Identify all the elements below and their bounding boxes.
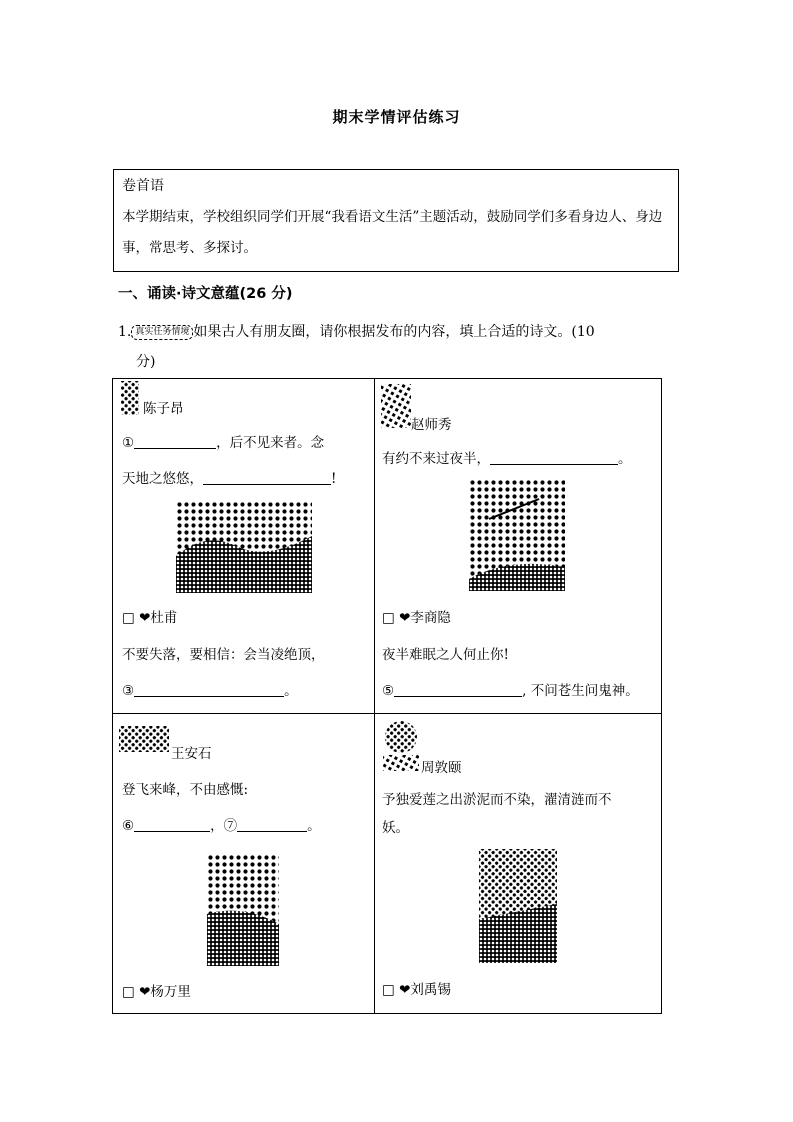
post-author: 周敦颐	[421, 760, 462, 776]
like-box[interactable]: □	[382, 982, 395, 998]
avatar-icon	[381, 384, 411, 428]
heart-icon: ❤	[399, 982, 411, 998]
answer-blank-7[interactable]	[237, 817, 307, 832]
like-row	[382, 980, 451, 1000]
answer-blank-4[interactable]	[490, 450, 618, 465]
like-row	[382, 608, 451, 628]
post-photo	[176, 501, 312, 593]
question-text: 如果古人有朋友圈，请你根据发布的内容，填上合适的诗文。(10	[193, 324, 595, 340]
preface-box	[113, 169, 679, 272]
task-badge: 真实任务情境	[131, 325, 193, 340]
preface-heading: 卷首语	[122, 178, 164, 194]
reply-line-2: ⑤ , 不问苍生问鬼神。	[382, 683, 639, 699]
post-photo	[207, 854, 279, 966]
answer-blank-3[interactable]	[134, 682, 284, 697]
question-1	[118, 317, 678, 377]
like-box[interactable]: □	[122, 984, 135, 1000]
like-name: 杜甫	[150, 610, 178, 626]
post-author: 赵师秀	[411, 417, 452, 433]
post-line-2: 天地之悠悠， !	[122, 471, 337, 487]
like-name: 刘禹锡	[410, 982, 451, 998]
like-box[interactable]: □	[122, 610, 135, 626]
post-wanganshi	[113, 714, 374, 1013]
moments-grid	[112, 378, 662, 1014]
answer-blank-1[interactable]	[134, 434, 216, 449]
post-author: 陈子昂	[143, 401, 184, 417]
like-box[interactable]: □	[382, 610, 395, 626]
answer-blank-5[interactable]	[394, 682, 522, 697]
page-title: 期末学情评估练习	[332, 108, 461, 126]
question-number: 1.	[118, 324, 132, 340]
post-line-1: 有约不来过夜半， 。	[382, 451, 632, 467]
post-author: 王安石	[171, 746, 212, 762]
preface-text: 本学期结束，学校组织同学们开展“我看语文生活”主题活动，鼓励同学们多看身边人、身边事，常思考、多探讨。	[122, 209, 663, 256]
post-zhoudunyi	[375, 714, 662, 1013]
post-zhaoshixiu	[375, 379, 662, 713]
section-heading: 一、诵读·诗文意蕴(26 分)	[118, 286, 293, 302]
avatar-icon	[119, 381, 143, 415]
heart-icon: ❤	[139, 984, 151, 1000]
reply-line-1: 不要失落，要相信：会当凌绝顶，	[122, 647, 325, 663]
post-chenziang	[113, 379, 374, 713]
answer-blank-2[interactable]	[203, 470, 331, 485]
post-line-1: 予独爱莲之出淤泥而不染，濯清涟而不	[382, 792, 612, 808]
post-line-1: ① ，后不见来者。念	[122, 435, 325, 451]
answer-blank-6[interactable]	[134, 817, 210, 832]
heart-icon: ❤	[139, 610, 151, 626]
avatar-icon	[381, 719, 421, 771]
avatar-icon	[119, 720, 169, 754]
like-name: 杨万里	[150, 984, 191, 1000]
post-line-2: ⑥ ，⑦ 。	[122, 818, 321, 834]
post-photo	[469, 479, 565, 591]
question-text-cont: 分)	[136, 354, 156, 370]
like-name: 李商隐	[410, 610, 451, 626]
post-photo	[479, 849, 557, 963]
reply-line-1: 夜半难眠之人何止你!	[382, 647, 509, 663]
post-line-2: 妖。	[382, 820, 409, 836]
reply-line-2: ③ 。	[122, 683, 298, 699]
post-line-1: 登飞来峰，不由感慨:	[122, 782, 249, 798]
heart-icon: ❤	[399, 610, 411, 626]
like-row	[122, 608, 177, 628]
like-row	[122, 982, 191, 1002]
